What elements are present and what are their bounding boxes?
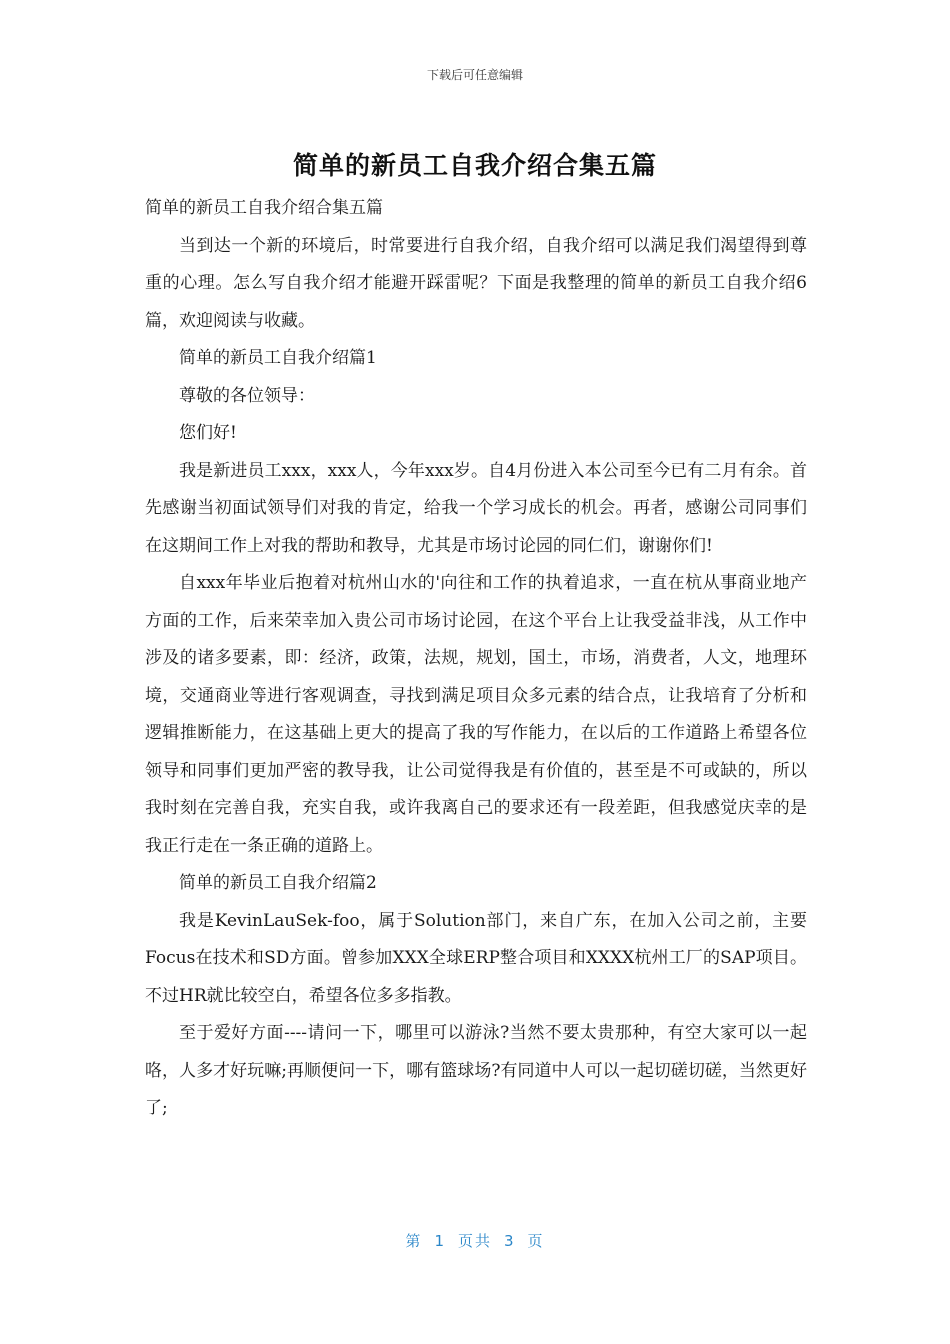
page-header-note: 下载后可任意编辑 [426, 68, 523, 82]
paragraph-subtitle: 简单的新员工自我介绍合集五篇 [145, 198, 383, 218]
paragraph-body: 我是新进员工xxx，xxx人，今年xxx岁。自4月份进入本公司至今已有二月有余。首先感谢当初面试领导们对我的肯定，给我一个学习成长的机会。再者，感谢公司同事们在这期间工作上对我的帮助和教导，尤其是市场讨论园的同仁们，谢谢你们! [145, 460, 807, 556]
paragraph-body: 自xxx年毕业后抱着对杭州山水的'向往和工作的执着追求，一直在杭从事商业地产方面的工作，后来荣幸加入贵公司市场讨论园，在这个平台上让我受益非浅，从工作中涉及的诸多要素，即：经济，政策，法规，规划，国土，市场，消费者，人文，地理环境，交通商业等进行客观调查，寻找到满足项目众多元素的结合点，让我培育了分析和逻辑推断能力，在这基础上更大的提高了我的写作能力，在以后的工作道路上希望各位领导和同事们更加严密的教导我，让公司觉得我是有价值的，甚至是不可或缺的，所以我时刻在完善自我，充实自我，或许我离自己的要求还有一段差距，但我感觉庆幸的是我正行走在一条正确的道路上。 [145, 573, 807, 856]
footer-label-page: 第 [405, 1232, 423, 1250]
footer-label-total: 页共 [457, 1232, 492, 1250]
section-heading-1: 简单的新员工自我介绍篇1 [179, 348, 377, 368]
section-heading-2: 简单的新员工自我介绍篇2 [179, 873, 377, 893]
paragraph-intro: 当到达一个新的环境后，时常要进行自我介绍，自我介绍可以满足我们渴望得到尊重的心理。怎么写自我介绍才能避开踩雷呢？下面是我整理的简单的新员工自我介绍6篇，欢迎阅读与收藏。 [145, 235, 807, 331]
document-title: 简单的新员工自我介绍合集五篇 [292, 151, 657, 180]
current-page-number: 1 [434, 1232, 446, 1250]
total-pages-number: 3 [504, 1232, 516, 1250]
page-footer [0, 1230, 950, 1251]
paragraph-body: 我是KevinLauSek-foo，属于Solution部门，来自广东，在加入公司之前，主要Focus在技术和SD方面。曾参加XXX全球ERP整合项目和XXXX杭州工厂的SAP项目。不过HR就比较空白，希望各位多多指教。 [145, 910, 807, 1006]
paragraph-body: 至于爱好方面----请问一下，哪里可以游泳?当然不要太贵那种，有空大家可以一起咯，人多才好玩嘛;再顺便问一下，哪有篮球场?有同道中人可以一起切磋切磋，当然更好了; [145, 1023, 807, 1118]
salutation: 尊敬的各位领导： [179, 385, 315, 406]
document-body [145, 190, 807, 1128]
footer-label-end: 页 [527, 1232, 545, 1250]
greeting: 您们好! [179, 423, 237, 443]
